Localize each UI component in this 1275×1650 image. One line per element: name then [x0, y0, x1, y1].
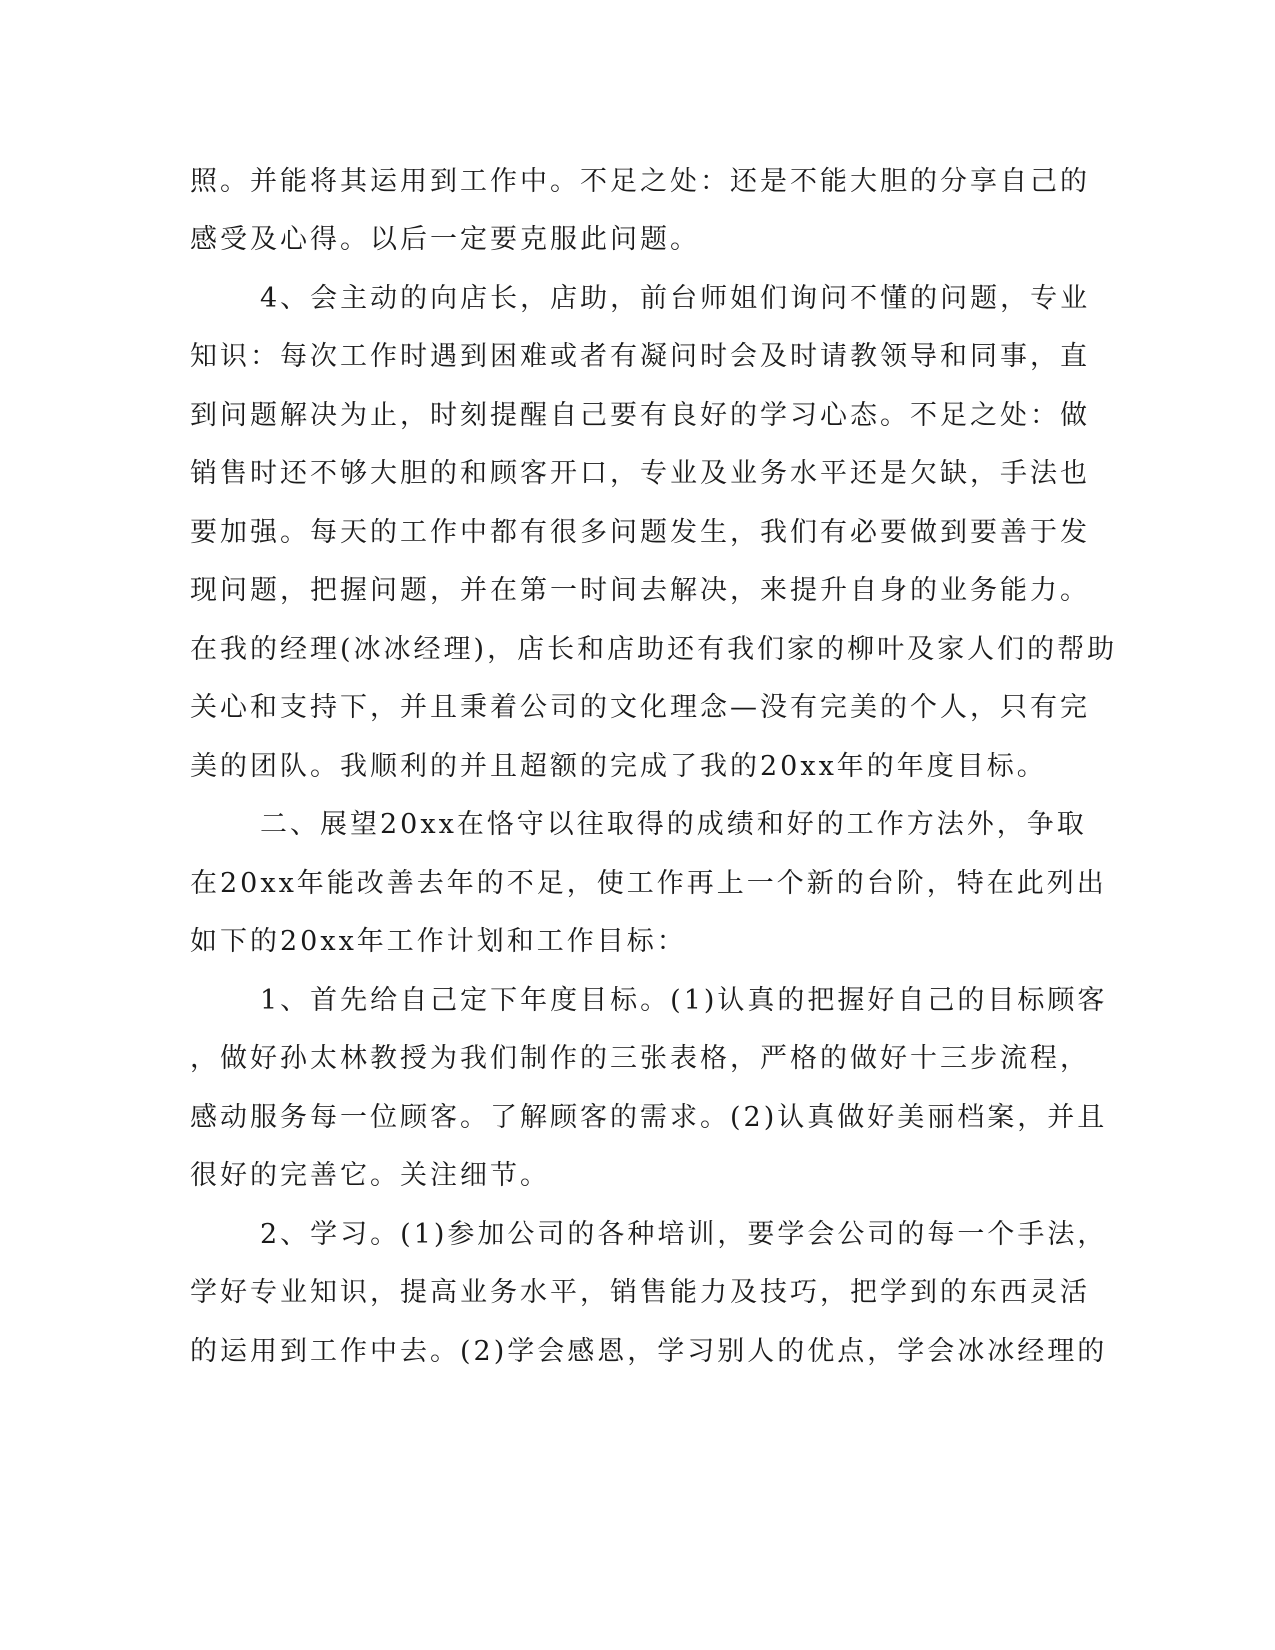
text-line-20: 学好专业知识，提高业务水平，销售能力及技巧，把学到的东西灵活	[190, 1277, 1090, 1308]
text-line-18: 很好的完善它。关注细节。	[190, 1160, 550, 1191]
text-line-2: 感受及心得。以后一定要克服此问题。	[190, 224, 700, 255]
text-line-7: 要加强。每天的工作中都有很多问题发生，我们有必要做到要善于发	[190, 517, 1090, 548]
text-line-1: 照。并能将其运用到工作中。不足之处：还是不能大胆的分享自己的	[190, 166, 1090, 197]
text-line-11: 美的团队。我顺利的并且超额的完成了我的20xx年的年度目标。	[190, 751, 1047, 782]
text-line-5: 到问题解决为止，时刻提醒自己要有良好的学习心态。不足之处：做	[190, 400, 1090, 431]
text-line-16: ，做好孙太林教授为我们制作的三张表格，严格的做好十三步流程，	[190, 1043, 1090, 1074]
text-line-10: 关心和支持下，并且秉着公司的文化理念—没有完美的个人，只有完	[190, 692, 1090, 723]
text-line-6: 销售时还不够大胆的和顾客开口，专业及业务水平还是欠缺，手法也	[190, 458, 1090, 489]
text-line-14: 如下的20xx年工作计划和工作目标：	[190, 926, 687, 957]
text-line-8: 现问题，把握问题，并在第一时间去解决，来提升自身的业务能力。	[190, 575, 1090, 606]
text-line-17: 感动服务每一位顾客。了解顾客的需求。(2)认真做好美丽档案，并且	[190, 1102, 1108, 1133]
section-2-heading: 二、展望20xx在恪守以往取得的成绩和好的工作方法外，争取	[260, 809, 1087, 840]
paragraph-2-start: 2、学习。(1)参加公司的各种培训，要学会公司的每一个手法，	[260, 1219, 1108, 1250]
paragraph-4-start: 4、会主动的向店长，店助，前台师姐们询问不懂的问题，专业	[260, 283, 1091, 314]
text-line-21: 的运用到工作中去。(2)学会感恩，学习别人的优点，学会冰冰经理的	[190, 1336, 1108, 1367]
text-line-9: 在我的经理(冰冰经理)，店长和店助还有我们家的柳叶及家人们的帮助	[190, 634, 1118, 665]
text-line-13: 在20xx年能改善去年的不足，使工作再上一个新的台阶，特在此列出	[190, 868, 1107, 899]
paragraph-1-start: 1、首先给自己定下年度目标。(1)认真的把握好自己的目标顾客	[260, 985, 1108, 1016]
text-line-4: 知识：每次工作时遇到困难或者有凝问时会及时请教领导和同事，直	[190, 341, 1090, 372]
